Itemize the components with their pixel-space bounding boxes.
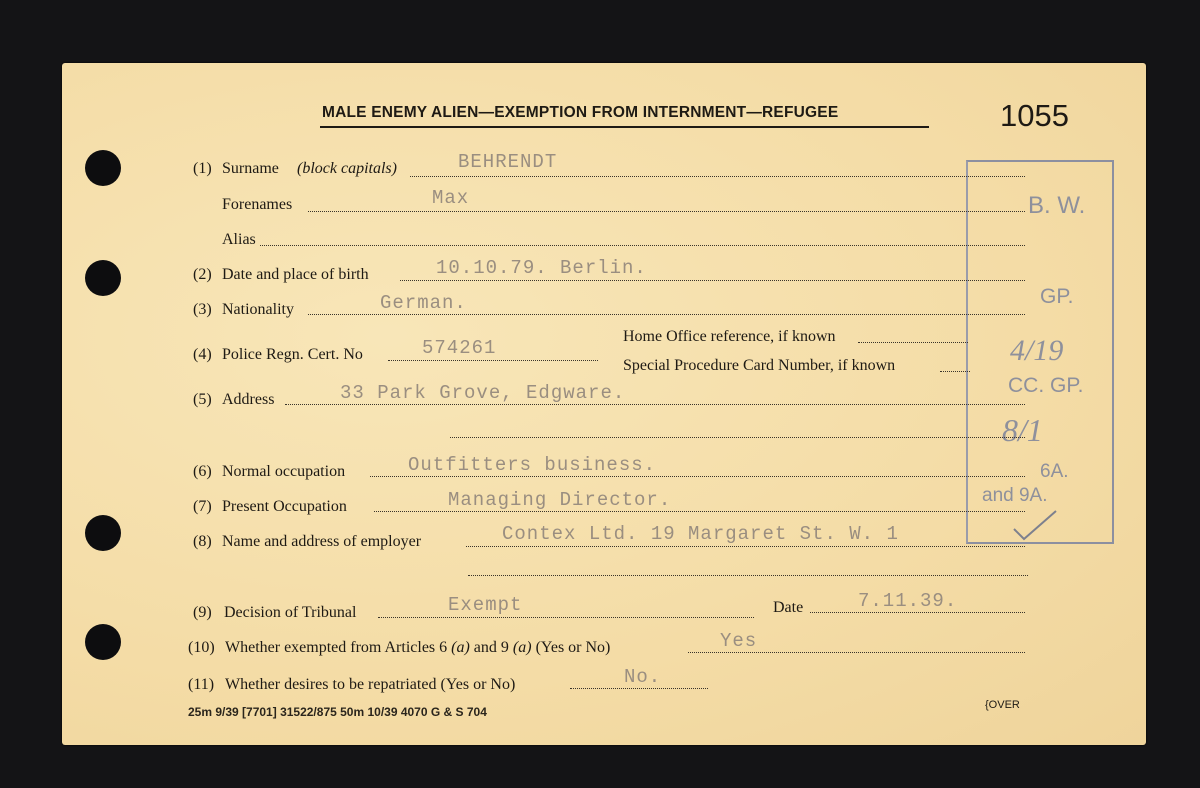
exempted-articles-label: Whether exempted from Articles 6 (a) and 9 (a) (Yes or No): [225, 639, 611, 656]
field-number: (1): [193, 160, 212, 177]
decision-value: Exempt: [448, 594, 523, 616]
field-number: (9): [193, 604, 212, 621]
dotted-line: [400, 280, 1025, 281]
field-number: (11): [188, 676, 215, 693]
normal-occupation-label: Normal occupation: [222, 463, 346, 480]
surname-label: Surname: [222, 160, 279, 177]
special-procedure-label: Special Procedure Card Number, if known: [623, 357, 896, 374]
dotted-line: [466, 546, 1025, 547]
present-occupation-value: Managing Director.: [448, 489, 672, 511]
surname-label-note: (block capitals): [297, 160, 397, 177]
dotted-line: [374, 511, 1025, 512]
field-number: (7): [193, 498, 212, 515]
field-number: (5): [193, 391, 212, 408]
dotted-line: [260, 245, 1025, 246]
dotted-line: [450, 437, 1025, 438]
card-title: MALE ENEMY ALIEN—EXEMPTION FROM INTERNMENT—REFUGEE: [322, 104, 839, 121]
punch-hole: [85, 624, 121, 660]
over-note: {OVER: [985, 699, 1020, 711]
date-label: Date: [773, 599, 804, 616]
field-number: (6): [193, 463, 212, 480]
stamp-text: GP.: [1040, 285, 1074, 308]
punch-hole: [85, 150, 121, 186]
repatriated-label: Whether desires to be repatriated (Yes or No): [225, 676, 516, 693]
dotted-line: [308, 211, 1025, 212]
police-cert-value: 574261: [422, 337, 497, 359]
dotted-line: [940, 371, 970, 372]
birth-value: 10.10.79. Berlin.: [436, 257, 647, 279]
alias-label: Alias: [222, 231, 256, 248]
forenames-label: Forenames: [222, 196, 293, 213]
stamp-text: CC. GP.: [1008, 374, 1084, 397]
address-value: 33 Park Grove, Edgware.: [340, 382, 626, 404]
employer-label: Name and address of employer: [222, 533, 422, 550]
punch-hole: [85, 515, 121, 551]
dotted-line: [810, 612, 1025, 613]
dotted-line: [388, 360, 598, 361]
dotted-line: [285, 404, 1025, 405]
dotted-line: [410, 176, 1025, 177]
field-number: (8): [193, 533, 212, 550]
field-number: (2): [193, 266, 212, 283]
stamp-text: B. W.: [1028, 192, 1086, 219]
dotted-line: [688, 652, 1025, 653]
dotted-line: [468, 575, 1028, 576]
birth-label: Date and place of birth: [222, 266, 369, 283]
normal-occupation-value: Outfitters business.: [408, 454, 657, 476]
card-number: 1055: [1000, 98, 1069, 133]
dotted-line: [378, 617, 754, 618]
forenames-value: Max: [432, 187, 470, 209]
punch-hole: [85, 260, 121, 296]
dotted-line: [570, 688, 708, 689]
home-office-ref-label: Home Office reference, if known: [623, 328, 836, 345]
surname-value: BEHRENDT: [458, 151, 558, 173]
print-code: 25m 9/39 [7701] 31522/875 50m 10/39 4070 G & S 704: [188, 705, 487, 719]
field-number: (4): [193, 346, 212, 363]
repatriated-value: No.: [624, 666, 662, 688]
present-occupation-label: Present Occupation: [222, 498, 347, 515]
stamp-text: and 9A.: [982, 485, 1048, 506]
dotted-line: [858, 342, 968, 343]
dotted-line: [370, 476, 1025, 477]
stamp-handwriting: 8/1: [1002, 412, 1043, 448]
police-cert-label: Police Regn. Cert. No: [222, 346, 363, 363]
exempted-articles-value: Yes: [720, 630, 758, 652]
title-underline: [320, 126, 929, 128]
stamp-text: 6A.: [1040, 461, 1069, 482]
address-label: Address: [222, 391, 275, 408]
dotted-line: [308, 314, 1025, 315]
field-number: (3): [193, 301, 212, 318]
stamp-handwriting: 4/19: [1010, 334, 1064, 367]
date-value: 7.11.39.: [858, 590, 958, 612]
employer-value: Contex Ltd. 19 Margaret St. W. 1: [502, 523, 899, 545]
nationality-label: Nationality: [222, 301, 294, 318]
nationality-value: German.: [380, 292, 467, 314]
field-number: (10): [188, 639, 215, 656]
decision-label: Decision of Tribunal: [224, 604, 357, 621]
